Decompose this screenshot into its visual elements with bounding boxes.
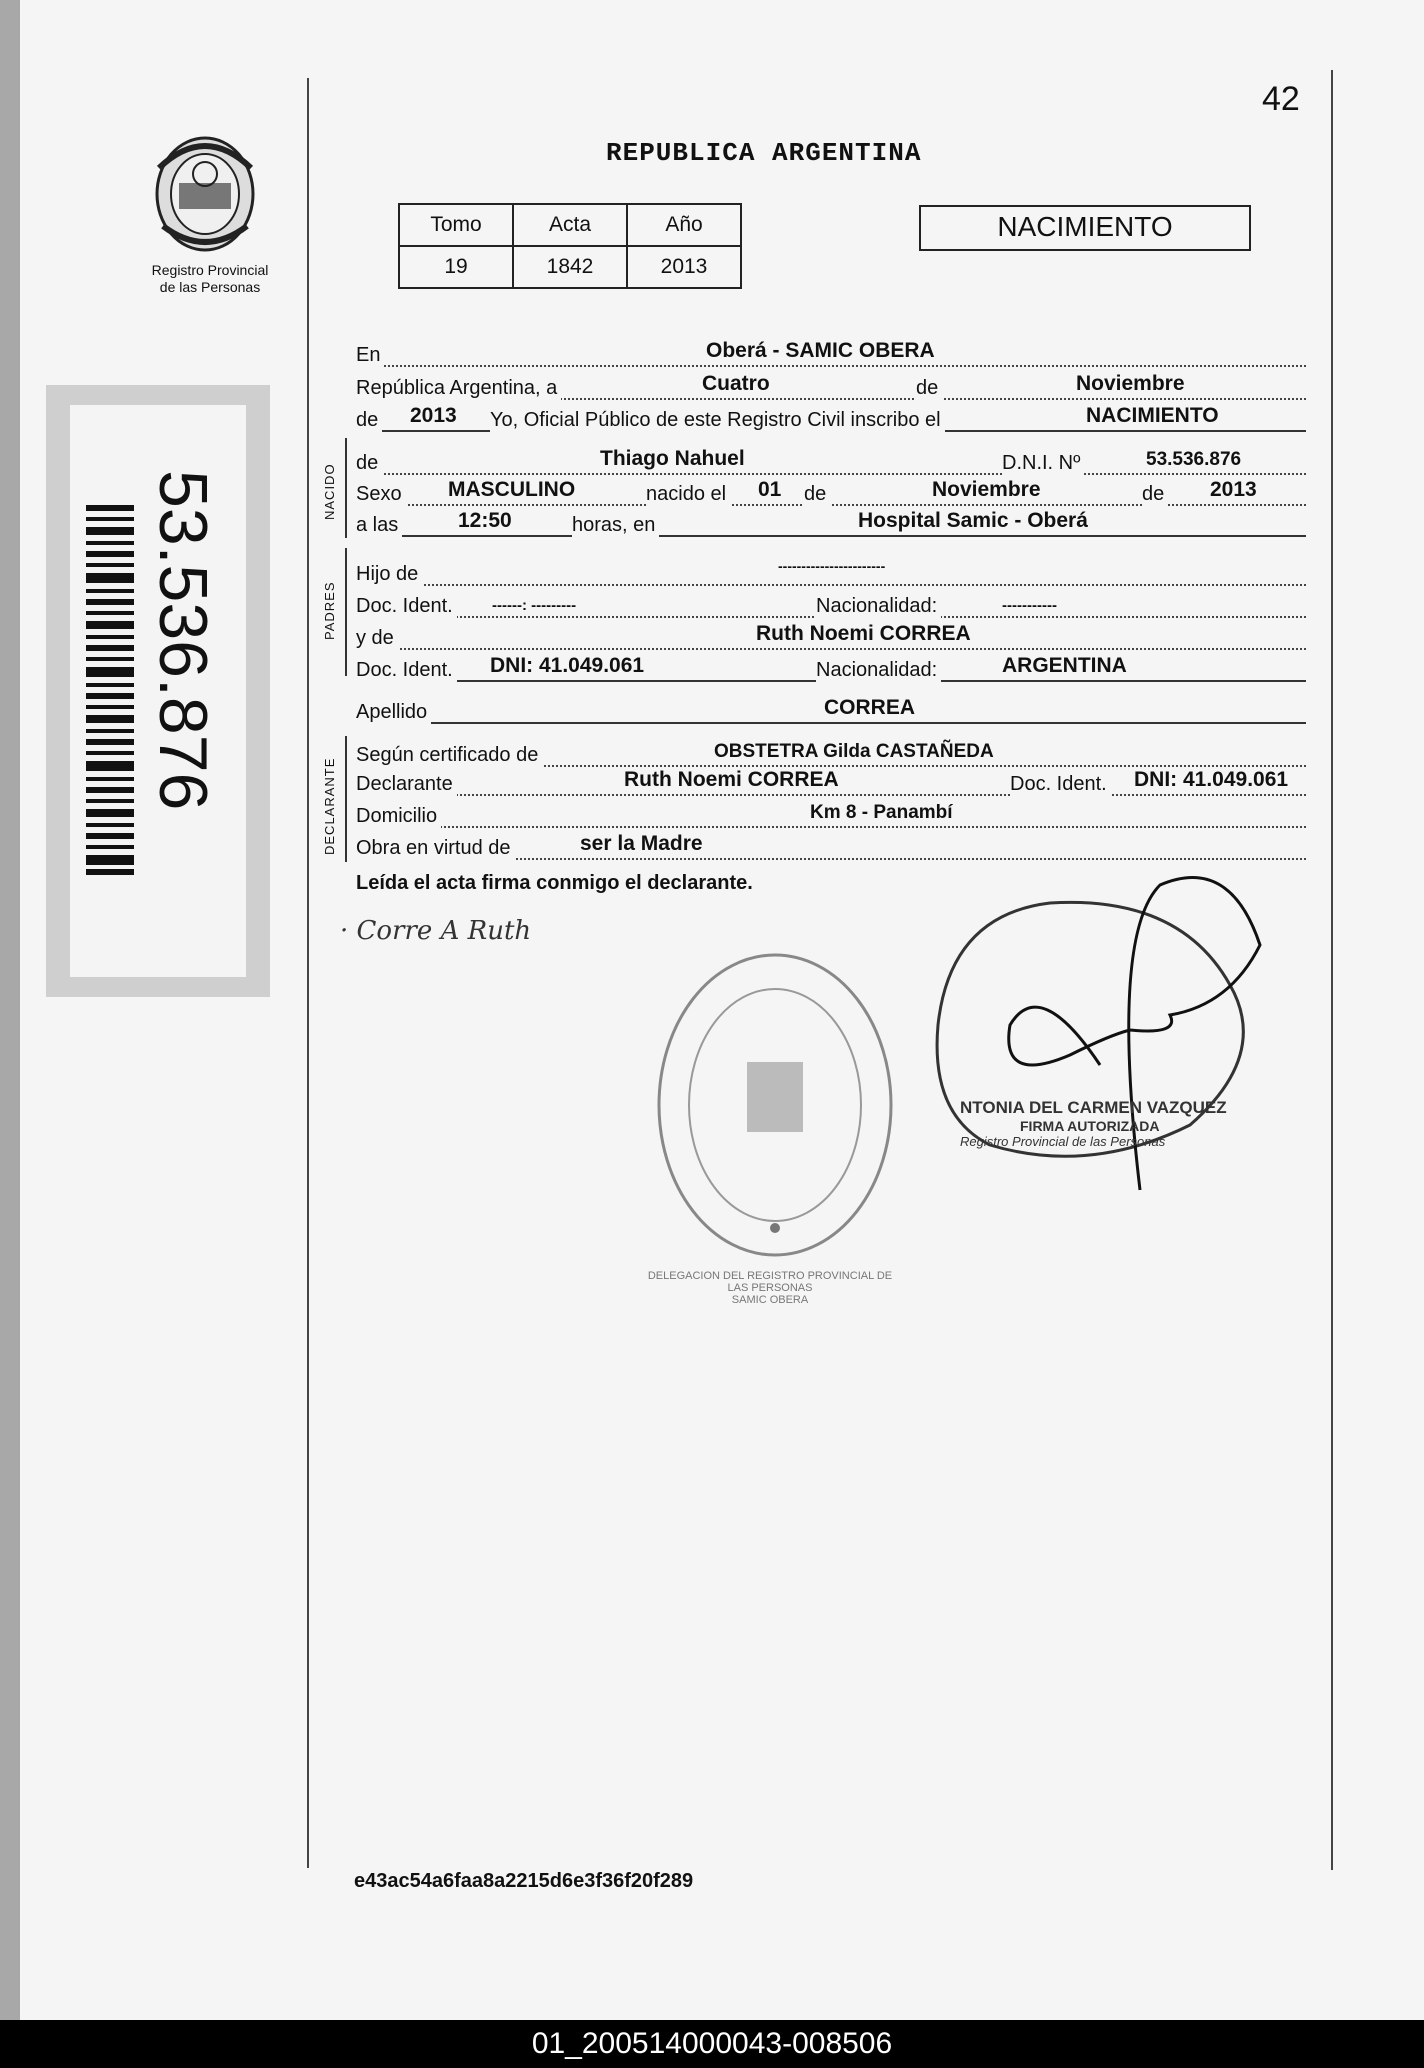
domicilio-value: Km 8 - Panambí — [810, 802, 953, 823]
row-nombre — [356, 443, 1306, 475]
decl-doc-value: DNI: 41.049.061 — [1134, 768, 1289, 791]
page-number: 42 — [1262, 80, 1300, 118]
tipo-value: NACIMIENTO — [1086, 404, 1219, 427]
acta-header: Acta — [513, 204, 627, 246]
madre-nac-label: Nacionalidad: — [816, 659, 941, 682]
de-label: de — [916, 377, 942, 400]
section-declarante: DECLARANTE — [322, 757, 337, 855]
tomo-acta-anio-table — [398, 203, 742, 289]
row-padre-doc — [356, 586, 1306, 618]
scan-edge — [0, 0, 20, 2020]
hijo-label: Hijo de — [356, 563, 422, 586]
republica-label: República Argentina, a — [356, 377, 561, 400]
official-stamp-text — [960, 1098, 1260, 1149]
sexo-value: MASCULINO — [448, 478, 576, 501]
en-value: Oberá - SAMIC OBERA — [706, 339, 935, 362]
nac-anio-value: 2013 — [1210, 478, 1257, 501]
declarante-label: Declarante — [356, 773, 457, 796]
nac-dia-value: 01 — [758, 478, 782, 501]
madre-doc-value: DNI: 41.049.061 — [490, 654, 645, 677]
en-label: En — [356, 344, 384, 367]
row-hora — [356, 505, 1306, 537]
row-republica — [356, 368, 1306, 400]
padre-nac-value: ----------- — [1002, 597, 1057, 614]
row-certificado — [356, 735, 1306, 767]
madre-nac-value: ARGENTINA — [1002, 654, 1127, 677]
barcode-icon — [86, 505, 134, 875]
row-apellido — [356, 692, 1306, 724]
padre-nac-label: Nacionalidad: — [816, 595, 941, 618]
nac-de-label: de — [804, 483, 830, 506]
province-seal-logo — [145, 128, 275, 260]
row-domicilio — [356, 796, 1306, 828]
row-en — [356, 335, 1306, 367]
official-org: Registro Provincial de las Personas — [960, 1134, 1166, 1149]
barcode-dni-number: 53.536.876 — [145, 470, 221, 811]
padre-doc-value: ------: --------- — [492, 597, 577, 614]
nacido-bracket — [345, 438, 347, 538]
anio-value: 2013 — [627, 246, 741, 288]
declarant-signature: · Corre A Ruth — [340, 916, 532, 946]
apellido-label: Apellido — [356, 701, 431, 724]
document-title: REPUBLICA ARGENTINA — [606, 138, 922, 168]
stamp-text — [640, 1270, 900, 1306]
apellido-value: CORREA — [824, 696, 916, 719]
row-madre-doc — [356, 650, 1306, 682]
anio-prefix: de — [356, 409, 382, 432]
document-hash: e43ac54a6faa8a2215d6e3f36f20f289 — [354, 1870, 694, 1892]
official-name: NTONIA DEL CARMEN VAZQUEZ — [960, 1098, 1227, 1117]
certificado-value: OBSTETRA Gilda CASTAÑEDA — [714, 741, 994, 762]
yde-label: y de — [356, 627, 398, 650]
domicilio-label: Domicilio — [356, 805, 441, 828]
stamp-outer-text: DELEGACION DEL REGISTRO PROVINCIAL DE LAS PERSONAS — [647, 1270, 893, 1294]
footer-file-id: 01_200514000043-008506 — [0, 2020, 1424, 2068]
padres-bracket — [345, 548, 347, 676]
right-margin-line — [1331, 70, 1333, 1870]
section-nacido: NACIDO — [322, 463, 337, 520]
horas-label: horas, en — [572, 514, 659, 537]
official-role: FIRMA AUTORIZADA — [1020, 1118, 1160, 1134]
tomo-value: 19 — [399, 246, 513, 288]
hora-value: 12:50 — [458, 509, 512, 532]
section-padres: PADRES — [322, 581, 337, 640]
row-declarante — [356, 764, 1306, 796]
declarante-value: Ruth Noemi CORREA — [624, 768, 839, 791]
oficial-text: Yo, Oficial Público de este Registro Civil inscribo el — [490, 409, 945, 432]
logo-line1: Registro Provincial — [151, 262, 269, 278]
hora-label: a las — [356, 514, 402, 537]
dni-label: D.N.I. Nº — [1002, 452, 1084, 475]
registry-logo-text — [130, 262, 290, 296]
nombre-label: de — [356, 452, 382, 475]
left-margin-line — [307, 78, 309, 1868]
declarante-bracket — [345, 736, 347, 862]
row-oficial — [356, 400, 1306, 432]
nac-mes-value: Noviembre — [932, 478, 1041, 501]
mes-value: Noviembre — [1076, 372, 1185, 395]
stamp-center-text: SAMIC OBERA — [731, 1294, 809, 1306]
anio-value: 2013 — [410, 404, 457, 427]
madre-value: Ruth Noemi CORREA — [756, 622, 971, 645]
anio-header: Año — [627, 204, 741, 246]
nac-de2-label: de — [1142, 483, 1168, 506]
dni-value: 53.536.876 — [1146, 449, 1242, 470]
decl-doc-label: Doc. Ident. — [1010, 773, 1111, 796]
closing-statement: Leída el acta firma conmigo el declarante. — [356, 872, 753, 894]
tomo-header: Tomo — [399, 204, 513, 246]
padre-doc-label: Doc. Ident. — [356, 595, 457, 618]
padre-value: ----------------------- — [778, 558, 886, 574]
row-madre — [356, 618, 1306, 650]
dia-value: Cuatro — [702, 372, 770, 395]
madre-doc-label: Doc. Ident. — [356, 659, 457, 682]
registry-stamp — [652, 950, 898, 1260]
nacido-label: nacido el — [646, 483, 730, 506]
row-hijo — [356, 554, 1306, 586]
nombre-value: Thiago Nahuel — [600, 447, 745, 470]
sexo-label: Sexo — [356, 483, 406, 506]
logo-line2: de las Personas — [159, 279, 261, 295]
row-sexo — [356, 474, 1306, 506]
certificado-label: Según certificado de — [356, 744, 542, 767]
lugar-value: Hospital Samic - Oberá — [858, 509, 1088, 532]
record-type-box: NACIMIENTO — [919, 205, 1251, 251]
obra-value: ser la Madre — [580, 832, 703, 855]
acta-value: 1842 — [513, 246, 627, 288]
obra-label: Obra en virtud de — [356, 837, 515, 860]
